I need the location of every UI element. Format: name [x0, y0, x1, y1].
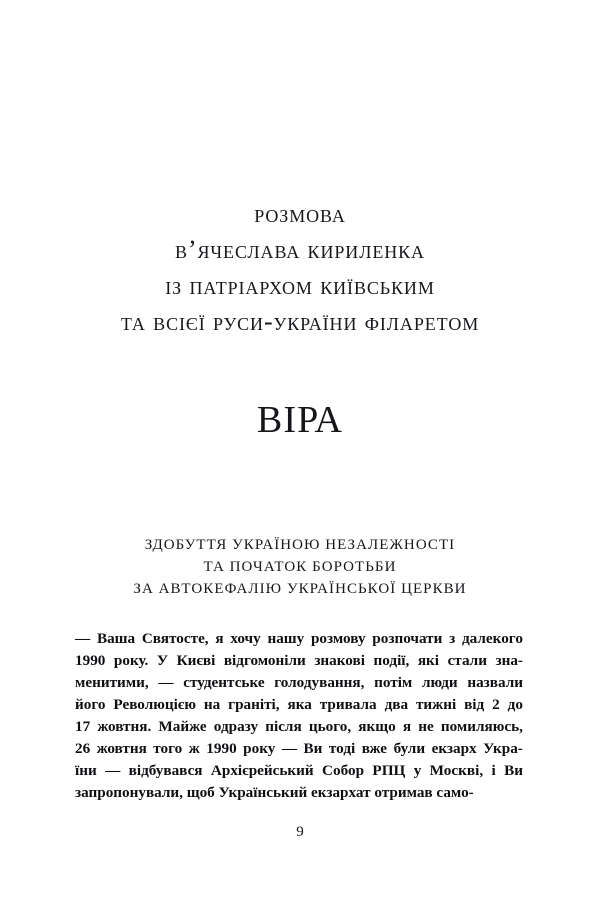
- body-line: його Революцією на граніті, яка тривала два тижні від 2 до: [75, 696, 523, 713]
- title-line-1: розмова: [254, 199, 346, 228]
- main-title: ВІРА: [256, 399, 344, 441]
- subtitle-line-1: ЗДОБУТТЯ УКРАЇНОЮ НЕЗАЛЕЖНОСТІ: [144, 537, 456, 553]
- title-block: [0, 196, 600, 340]
- section-subtitle: [0, 534, 600, 600]
- body-line: 1990 року. У Києві відгомоніли знакові події, які стали зна-: [75, 652, 523, 669]
- subtitle-line-3: ЗА АВТОКЕФАЛІЮ УКРАЇНСЬКОЇ ЦЕРКВИ: [133, 581, 467, 597]
- body-line: — Ваша Святосте, я хочу нашу розмову розпочати з далекого: [75, 630, 523, 647]
- body-line: їни — відбувався Архієрейський Собор РПЦ у Москві, і Ви: [75, 762, 523, 779]
- subtitle-line-2: ТА ПОЧАТОК БОРОТЬБИ: [203, 559, 397, 575]
- body-line: менитими, — студентське голодування, потім люди назвали: [75, 674, 523, 691]
- page-number: 9: [296, 824, 304, 840]
- body-paragraph: [75, 628, 523, 804]
- body-line: 26 жовтня того ж 1990 року — Ви тоді вже були екзарх Укра-: [75, 740, 523, 757]
- title-line-2: в’ячеслава кириленка: [175, 235, 425, 264]
- title-line-3: із патріархом київським: [165, 271, 435, 300]
- title-line-4: та всієї руси-україни філаретом: [120, 307, 480, 336]
- body-line: запропонували, щоб Український екзархат отримав само-: [75, 784, 474, 801]
- body-line: 17 жовтня. Майже одразу після цього, якщо я не помиляюсь,: [75, 718, 523, 735]
